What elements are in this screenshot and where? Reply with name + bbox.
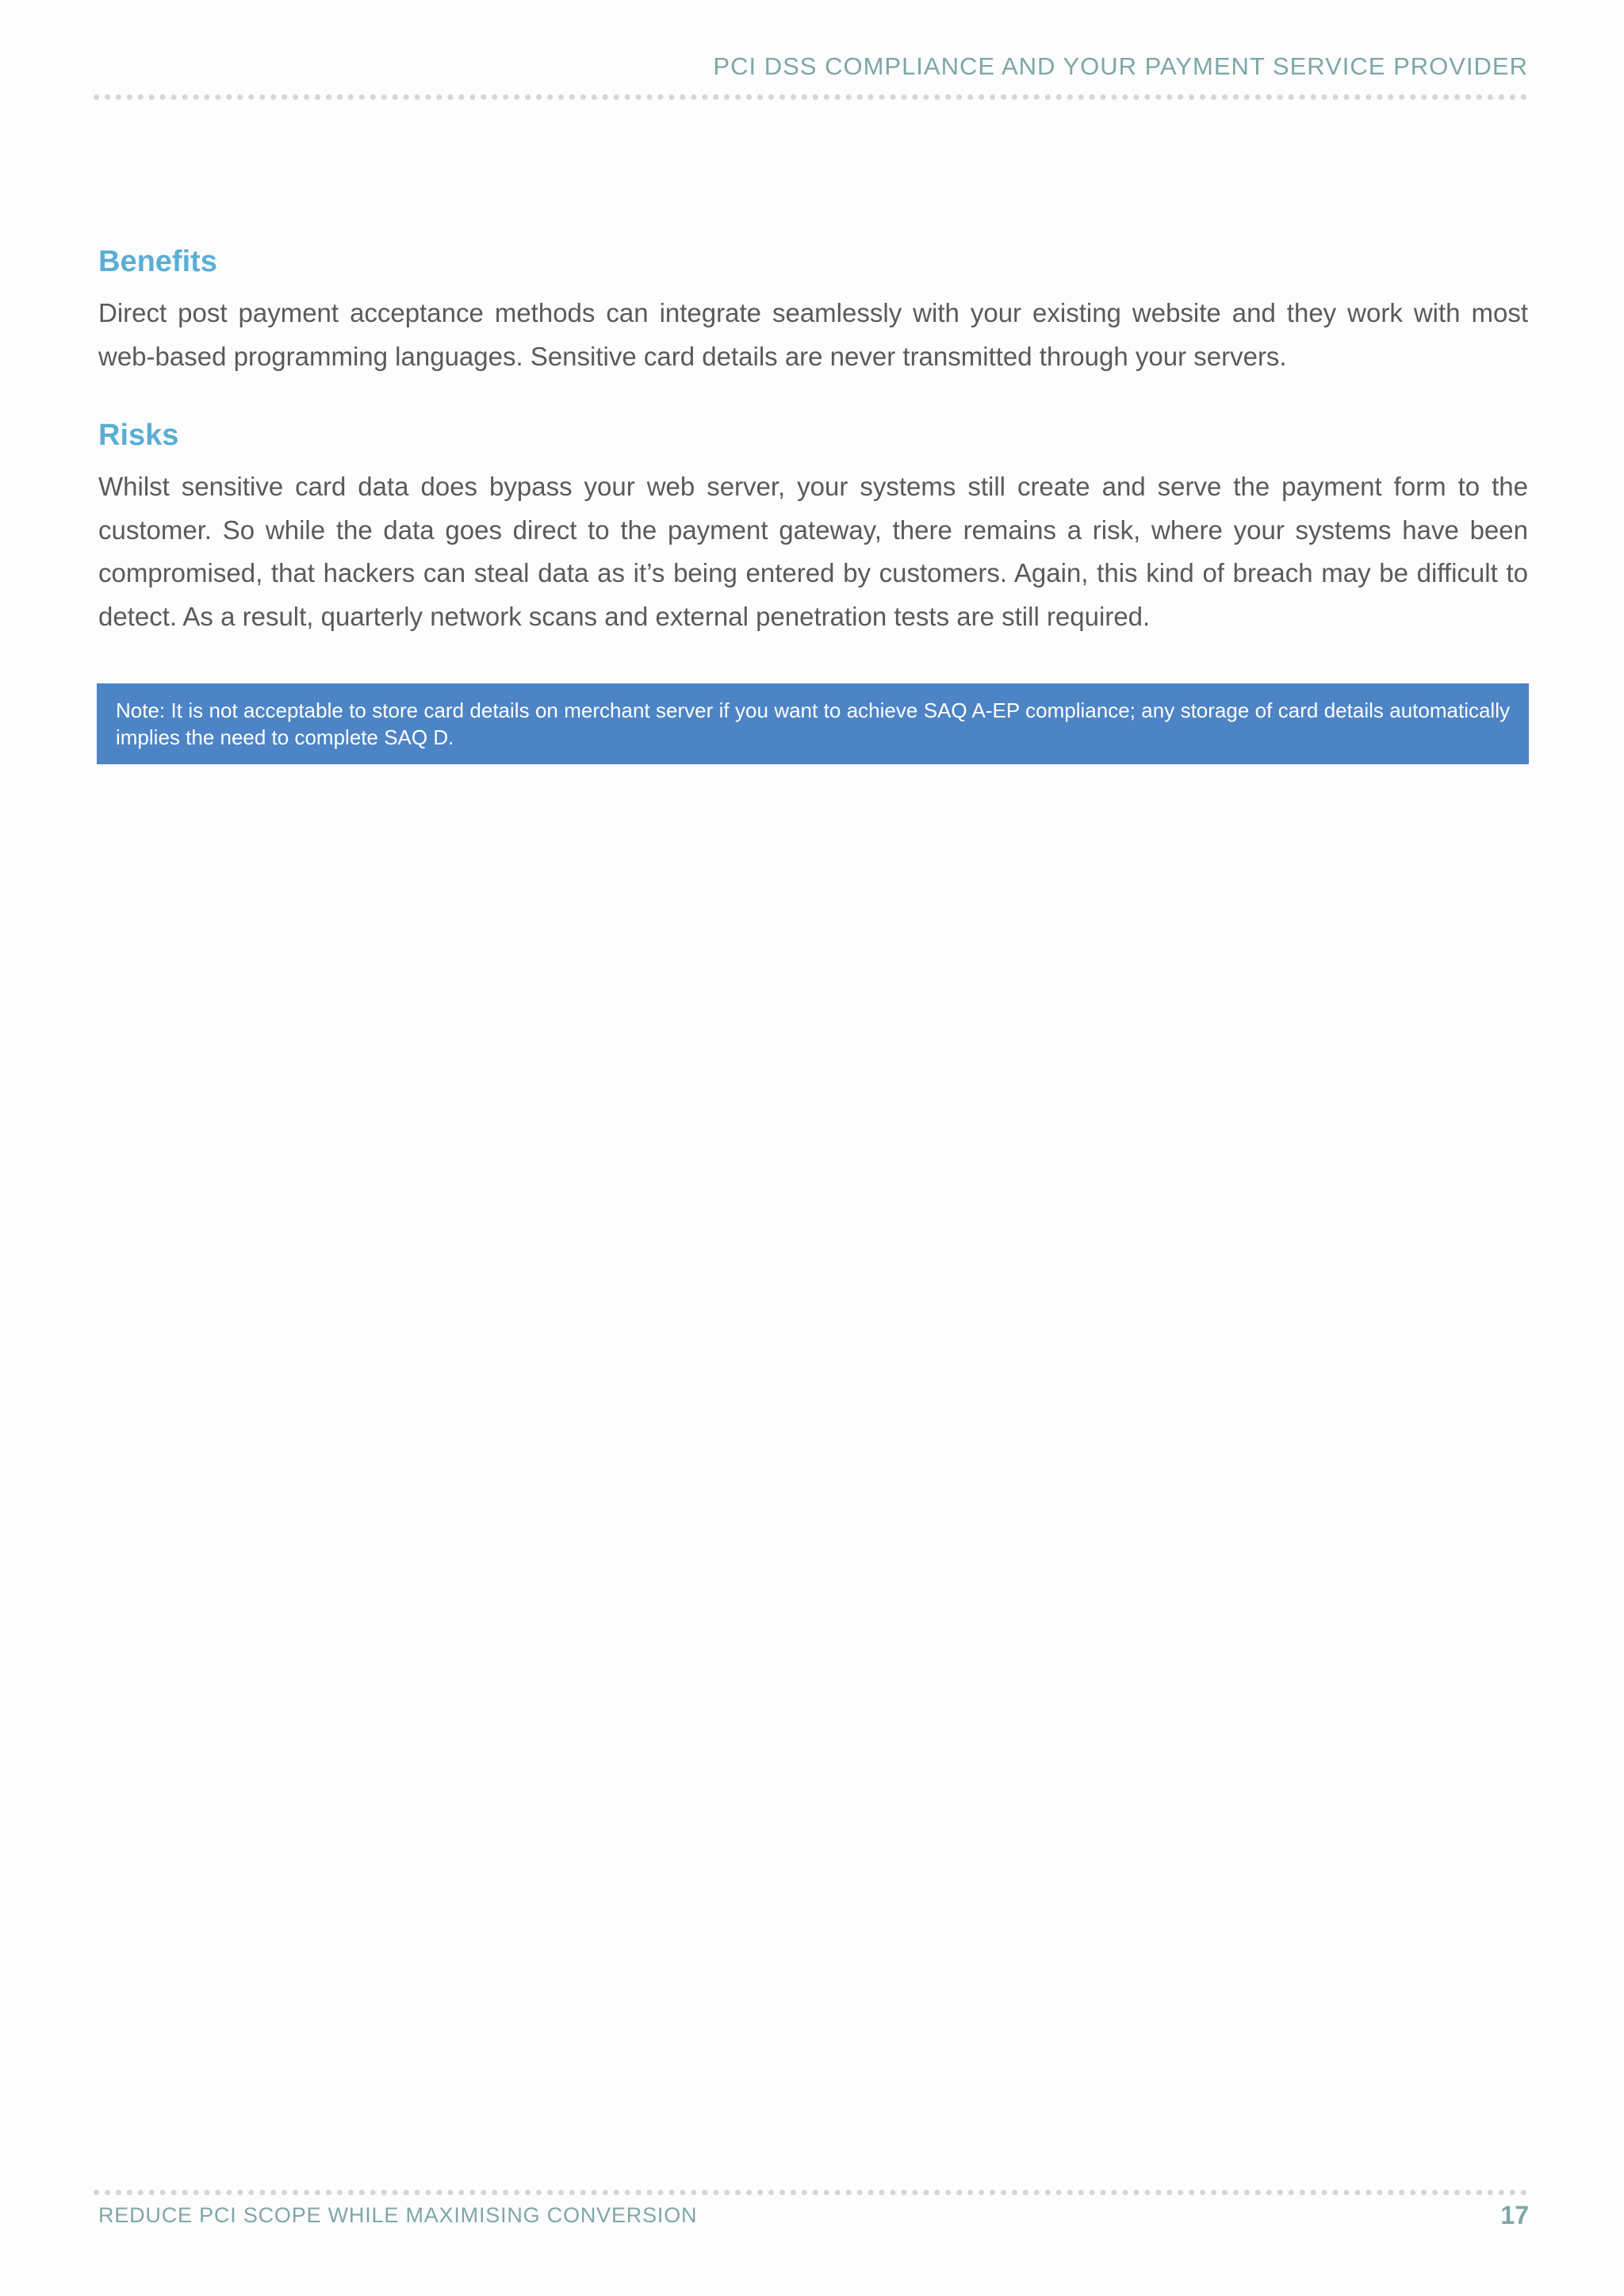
document-footer-title: REDUCE PCI SCOPE WHILE MAXIMISING CONVERSION [98,2203,698,2227]
risks-heading: Risks [98,419,179,452]
benefits-heading: Benefits [98,245,217,278]
risks-paragraph: Whilst sensitive card data does bypass your web server, your systems still create and serve the payment form to the customer. So while the data goes direct to the payment gateway, there remains a risk, where your systems have been compromised, that hackers can steal data as it’s being entered by customers. Again, this kind of breach may be difficult to detect. As a result, quarterly network scans and external penetration tests are still required. [98,472,1528,631]
page-number: 17 [1500,2201,1529,2229]
note-text: Note: It is not acceptable to store card details on merchant server if you want to achieve SAQ A-EP compliance; any storage of card details automatically implies the need to complete SAQ D. [116,698,1510,749]
document-header-title: PCI DSS COMPLIANCE AND YOUR PAYMENT SERVICE PROVIDER [713,52,1528,80]
main-content [98,239,1528,638]
footer-dotted-divider [94,2190,1527,2195]
header-dotted-divider [94,94,1527,100]
benefits-paragraph: Direct post payment acceptance methods can integrate seamlessly with your existing website and they work with most web-based programming languages. Sensitive card details are never transmitted through your servers. [98,298,1528,371]
note-callout [97,683,1529,764]
